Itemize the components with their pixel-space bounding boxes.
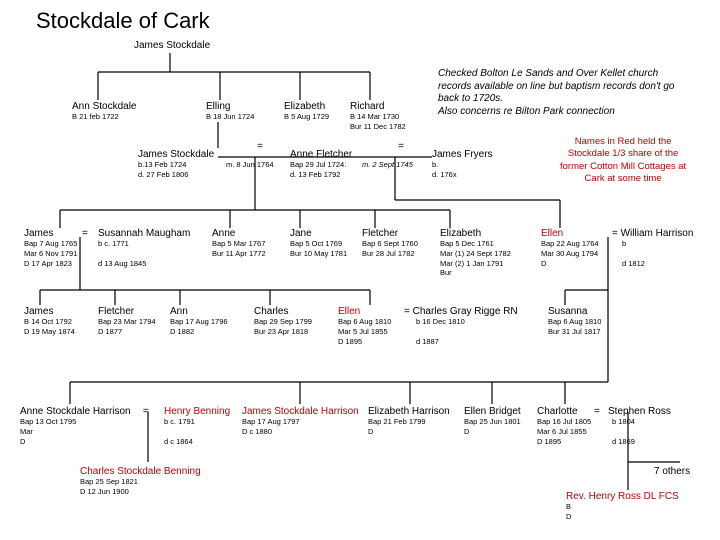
gen4-charles-details: Bap 29 Sep 1799 Bur 23 Apr 1818 bbox=[254, 317, 312, 336]
gen5-charlotte-details: Bap 16 Jul 1805 Mar 6 Jul 1855 D 1895 bbox=[537, 417, 592, 446]
gen2-james-fryers-name: James Fryers bbox=[432, 149, 493, 160]
gen5-anne-stockdale-harrison-details: Bap 13 Oct 1795 Mar D bbox=[20, 417, 77, 446]
page-title: Stockdale of Cark bbox=[36, 8, 210, 33]
gen3-james-name: James bbox=[24, 228, 54, 239]
gen6-charles-stockdale-benning-name: Charles Stockdale Benning bbox=[80, 466, 201, 477]
gen4-ann-details: Bap 17 Aug 1796 D 1882 bbox=[170, 317, 228, 336]
gen3-anne-name: Anne bbox=[212, 228, 236, 239]
gen4-charles-gray-rigge-name: = Charles Gray Rigge RN bbox=[404, 306, 518, 317]
gen4-james-name: James bbox=[24, 306, 54, 317]
gen6-charles-stockdale-benning-details: Bap 25 Sep 1821 D 12 Jun 1900 bbox=[80, 477, 138, 496]
gen4-charles-gray-rigge-death: d 1887 bbox=[416, 337, 439, 346]
root-person-name: James Stockdale bbox=[134, 40, 211, 51]
gen2-anne-fletcher-details: Bap 29 Jul 1724. d. 13 Feb 1792 bbox=[290, 160, 347, 179]
gen5-henry-benning-name: Henry Benning bbox=[164, 406, 231, 417]
gen4-susanna-details: Bap 6 Aug 1810 Bur 31 Jul 1817 bbox=[548, 317, 602, 336]
gen3-ellen-details: Bap 22 Aug 1764 Mar 30 Aug 1794 D bbox=[541, 239, 599, 268]
gen5-elizabeth-harrison-details: Bap 21 Feb 1799 D bbox=[368, 417, 426, 436]
gen5-ellen-bridget-name: Ellen Bridget bbox=[464, 406, 521, 417]
gen6-others-count: 7 others bbox=[654, 466, 691, 477]
marriage1-symbol: = bbox=[257, 141, 263, 152]
marriage2-symbol: = bbox=[398, 141, 404, 152]
gen4-fletcher-details: Bap 23 Mar 1794 D 1877 bbox=[98, 317, 156, 336]
gen5-stephen-ross-death: d 1869 bbox=[612, 437, 635, 446]
gen1-ann-name: Ann Stockdale bbox=[72, 101, 137, 112]
gen4-fletcher-name: Fletcher bbox=[98, 306, 135, 317]
gen5-marriage-symbol: = bbox=[143, 406, 149, 417]
gen1-elizabeth-details: B 5 Aug 1729 bbox=[284, 112, 330, 121]
gen1-richard-name: Richard bbox=[350, 101, 385, 112]
red-names-note: Names in Red held the Stockdale 1/3 share of the former Cotton Mill Cottages at Cark at some time bbox=[560, 136, 687, 185]
gen2-james-fryers-details: b. d. 176x bbox=[432, 160, 457, 179]
gen1-richard-details: B 14 Mar 1730 Bur 11 Dec 1782 bbox=[350, 112, 406, 131]
gen5-charlotte-name: Charlotte bbox=[537, 406, 578, 417]
gen3-ellen-name: Ellen bbox=[541, 228, 564, 239]
gen5-james-stockdale-harrison-name: James Stockdale Harrison bbox=[242, 406, 359, 417]
gen3-elizabeth-name: Elizabeth bbox=[440, 228, 482, 239]
gen1-ann-details: B 21 feb 1722 bbox=[72, 112, 119, 121]
gen1-elling-details: B 18 Jun 1724 bbox=[206, 112, 255, 121]
gen5-anne-stockdale-harrison-name: Anne Stockdale Harrison bbox=[20, 406, 131, 417]
gen3-susannah-birth: b c. 1771 bbox=[98, 239, 129, 248]
gen2-james-stockdale-name: James Stockdale bbox=[138, 149, 215, 160]
gen3-william-harrison-birth: b bbox=[622, 239, 627, 248]
gen2-anne-fletcher-name: Anne Fletcher bbox=[290, 149, 353, 160]
gen5-henry-benning-birth: b c. 1791 bbox=[164, 417, 195, 426]
checked-records-note: Checked Bolton Le Sands and Over Kellet church records available on line but baptism records don't go back to 1720s. Also concerns re Bilton Park connection bbox=[438, 68, 675, 117]
gen6-henry-ross-details: B D bbox=[566, 502, 572, 521]
gen5-henry-benning-death: d c 1864 bbox=[164, 437, 193, 446]
gen5-elizabeth-harrison-name: Elizabeth Harrison bbox=[368, 406, 450, 417]
marriage1-date: m. 8 Jun 1764 bbox=[226, 160, 274, 169]
gen3-susannah-name: Susannah Maugham bbox=[98, 228, 191, 239]
gen5-ellen-bridget-details: Bap 25 Jun 1801 D bbox=[464, 417, 521, 436]
gen4-ann-name: Ann bbox=[170, 306, 188, 317]
gen3-anne-details: Bap 5 Mar 1767 Bur 11 Apr 1772 bbox=[212, 239, 266, 258]
gen5-stephen-ross-name: Stephen Ross bbox=[608, 406, 671, 417]
gen5-james-stockdale-harrison-details: Bap 17 Aug 1797 D c 1880 bbox=[242, 417, 300, 436]
gen4-james-details: B 14 Oct 1792 D 19 May 1874 bbox=[24, 317, 75, 336]
gen5-stephen-ross-birth: b 1804 bbox=[612, 417, 635, 426]
gen3-fletcher-details: Bap 6 Sept 1760 Bur 28 Jul 1782 bbox=[362, 239, 418, 258]
gen3-william-harrison-name: = William Harrison bbox=[612, 228, 694, 239]
gen2-james-stockdale-details: b.13 Feb 1724 d. 27 Feb 1806 bbox=[138, 160, 189, 179]
gen3-jane-name: Jane bbox=[290, 228, 312, 239]
gen1-elling-name: Elling bbox=[206, 101, 231, 112]
gen3-marriage-symbol: = bbox=[82, 228, 88, 239]
gen3-elizabeth-details: Bap 5 Dec 1761 Mar (1) 24 Sept 1782 Mar (2) 1 Jan 1791 Bur bbox=[440, 239, 511, 278]
gen3-susannah-death: d 13 Aug 1845 bbox=[98, 259, 147, 268]
gen1-elizabeth-name: Elizabeth bbox=[284, 101, 326, 112]
gen4-charles-gray-rigge-birth: b 16 Dec 1810 bbox=[416, 317, 465, 326]
gen3-jane-details: Bap 5 Oct 1769 Bur 10 May 1781 bbox=[290, 239, 348, 258]
gen4-ellen-name: Ellen bbox=[338, 306, 361, 317]
marriage2-date: m. 2 Sept 1745 bbox=[362, 160, 413, 169]
gen4-susanna-name: Susanna bbox=[548, 306, 588, 317]
gen5-marriage-symbol-2: = bbox=[594, 406, 600, 417]
gen4-charles-name: Charles bbox=[254, 306, 289, 317]
gen3-fletcher-name: Fletcher bbox=[362, 228, 399, 239]
gen3-william-harrison-death: d 1812 bbox=[622, 259, 645, 268]
gen4-ellen-details: Bap 6 Aug 1810 Mar 5 Jul 1855 D 1895 bbox=[338, 317, 392, 346]
gen3-james-details: Bap 7 Aug 1765 Mar 6 Nov 1791 D 17 Apr 1823 bbox=[24, 239, 78, 268]
gen6-henry-ross-name: Rev. Henry Ross DL FCS bbox=[566, 491, 679, 502]
